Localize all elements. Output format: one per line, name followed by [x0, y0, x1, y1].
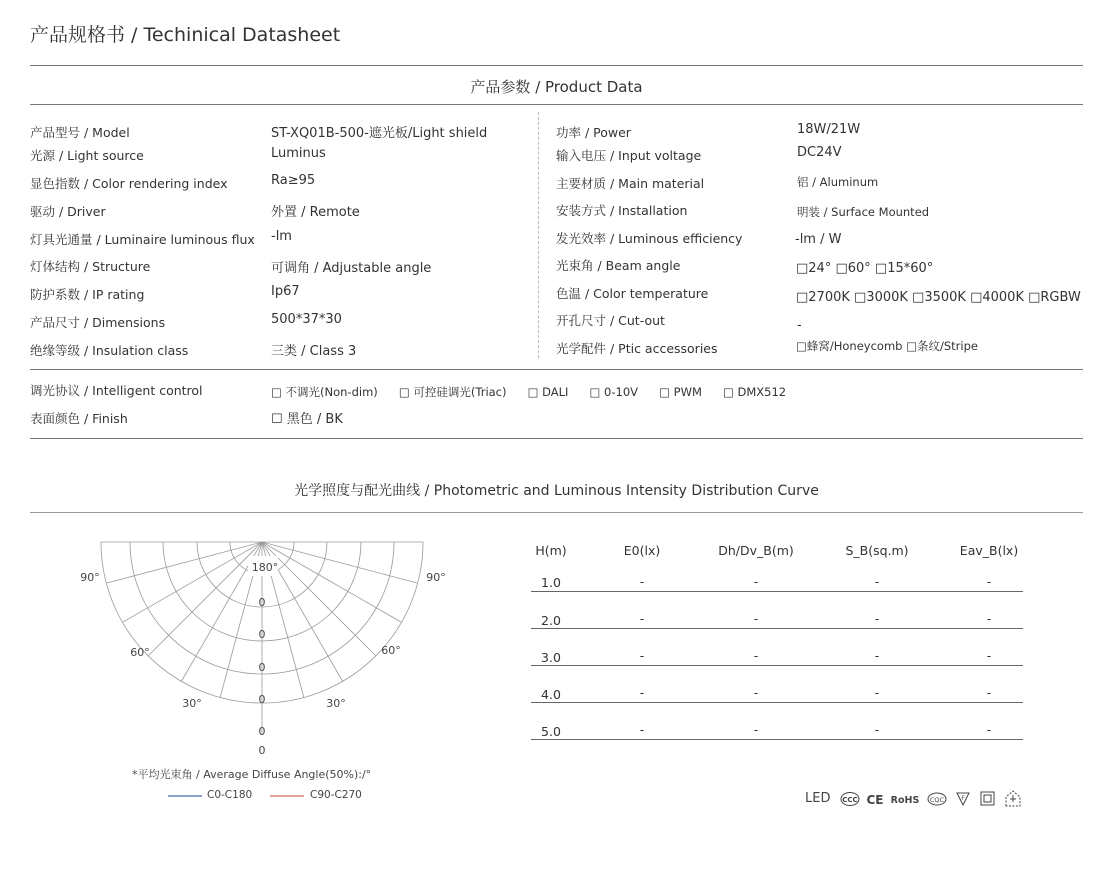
table-row-divider — [531, 665, 1023, 666]
spec-value-flux: -lm — [271, 229, 292, 244]
spec-value-material: 铝 / Aluminum — [797, 175, 879, 189]
svg-text:F: F — [961, 795, 965, 802]
polar-radial-label: 0 — [258, 693, 266, 706]
product-data-heading: 产品参数 / Product Data — [470, 78, 643, 96]
indoor-icon — [1006, 791, 1020, 806]
spec-label-efficiency: 发光效率 / Luminous efficiency — [556, 231, 743, 246]
spec-value-beam-angle: □24° □60° □15*60° — [796, 261, 934, 276]
polar-radial-label: 0 — [258, 596, 266, 609]
spec-value-input-voltage: DC24V — [797, 145, 842, 160]
spec-value-power: 18W/21W — [797, 122, 861, 137]
led-label: LED — [805, 791, 831, 806]
table-cell: - — [874, 648, 880, 663]
table-cell: - — [986, 722, 992, 737]
table-cell-h: 4.0 — [541, 687, 561, 702]
spec-label-structure: 灯体结构 / Structure — [30, 259, 151, 274]
divider — [30, 369, 1083, 370]
polar-ray — [262, 542, 376, 656]
polar-ray — [262, 542, 401, 622]
table-cell: - — [874, 574, 880, 589]
spec-label-cutout: 开孔尺寸 / Cut-out — [556, 313, 665, 328]
control-option-triac[interactable]: □ 可控硅调光(Triac) — [398, 385, 507, 399]
table-cell: - — [639, 722, 645, 737]
polar-angle-label-left-60: 60° — [130, 646, 150, 659]
table-cell: - — [639, 685, 645, 700]
divider — [30, 512, 1083, 513]
table-header-eav: Eav_B(lx) — [959, 543, 1019, 558]
spec-value-model: ST-XQ01B-500-遮光板/Light shield — [271, 126, 488, 141]
page-title: 产品规格书 / Techinical Datasheet — [30, 24, 341, 46]
table-row-divider — [531, 591, 1023, 592]
spec-label-power: 功率 / Power — [556, 125, 631, 140]
photometric-heading: 光学照度与配光曲线 / Photometric and Luminous Intensity Distribution Curve — [294, 483, 819, 499]
table-cell-h: 2.0 — [541, 613, 561, 628]
table-cell: - — [874, 611, 880, 626]
spec-value-dimensions: 500*37*30 — [271, 312, 342, 327]
svg-text:CE: CE — [866, 793, 884, 807]
ce-icon — [866, 793, 883, 807]
spec-label-accessories: 光学配件 / Ptic accessories — [556, 341, 718, 356]
table-cell: - — [639, 574, 645, 589]
svg-text:CCC: CCC — [842, 796, 858, 804]
spec-label-model: 产品型号 / Model — [30, 125, 130, 140]
polar-ray — [148, 542, 262, 656]
spec-value-ip: Ip67 — [271, 284, 300, 299]
spec-label-material: 主要材质 / Main material — [556, 176, 705, 191]
spec-value-driver: 外置 / Remote — [271, 205, 360, 220]
table-cell: - — [986, 648, 992, 663]
table-cell: - — [753, 611, 759, 626]
spec-value-structure: 可调角 / Adjustable angle — [271, 261, 432, 276]
polar-angle-label-right-90: 90° — [426, 571, 446, 584]
spec-value-efficiency: -lm / W — [795, 232, 842, 247]
control-option-non-dim[interactable]: □ 不调光(Non-dim) — [271, 385, 378, 399]
table-cell: - — [753, 574, 759, 589]
control-option-0-10v[interactable]: □ 0-10V — [589, 385, 639, 399]
divider — [30, 104, 1083, 105]
spec-label-input-voltage: 输入电压 / Input voltage — [556, 148, 702, 163]
control-option-dmx512[interactable]: □ DMX512 — [722, 385, 787, 399]
spec-label-cri: 显色指数 / Color rendering index — [30, 176, 228, 191]
table-header-e0: E0(lx) — [623, 543, 661, 558]
polar-top-label: 180° — [251, 561, 279, 574]
spec-label-insulation: 绝缘等级 / Insulation class — [30, 343, 189, 358]
table-cell: - — [753, 722, 759, 737]
divider — [30, 438, 1083, 439]
control-option-dali[interactable]: □ DALI — [527, 385, 569, 399]
table-cell: - — [986, 685, 992, 700]
cqc-icon — [928, 793, 946, 805]
control-label: 调光协议 / Intelligent control — [30, 383, 203, 398]
table-cell: - — [874, 722, 880, 737]
legend-swatch-c0 — [168, 795, 202, 797]
spec-value-cri: Ra≥95 — [271, 173, 316, 188]
polar-ray — [123, 542, 262, 622]
certification-icons — [838, 789, 1028, 809]
class2-icon — [981, 792, 994, 805]
svg-text:RoHS: RoHS — [890, 795, 920, 806]
rohs-icon — [891, 795, 920, 806]
table-cell-h: 3.0 — [541, 650, 561, 665]
spec-label-color-temp: 色温 / Color temperature — [556, 286, 709, 301]
spec-label-flux: 灯具光通量 / Luminaire luminous flux — [30, 232, 255, 247]
polar-angle-label-right-30: 30° — [326, 697, 346, 710]
legend-label-c90: C90-C270 — [310, 789, 362, 801]
polar-radial-label: 0 — [258, 628, 266, 641]
table-cell: - — [753, 685, 759, 700]
spec-value-installation: 明装 / Surface Mounted — [797, 205, 930, 219]
table-header-dh-dv: Dh/Dv_B(m) — [718, 543, 794, 558]
legend-swatch-c90 — [270, 795, 304, 797]
table-cell: - — [753, 648, 759, 663]
table-cell: - — [986, 574, 992, 589]
control-options — [271, 381, 786, 400]
table-cell: - — [986, 611, 992, 626]
f-mark-icon — [957, 793, 969, 805]
table-cell-h: 5.0 — [541, 724, 561, 739]
table-row-divider — [531, 628, 1023, 629]
spec-value-color-temp: □2700K □3000K □3500K □4000K □RGBW — [796, 290, 1081, 305]
column-divider — [538, 112, 539, 358]
polar-angle-label-left-30: 30° — [182, 697, 202, 710]
table-cell: - — [874, 685, 880, 700]
spec-label-ip: 防护系数 / IP rating — [30, 287, 145, 302]
svg-text:CQC: CQC — [929, 796, 945, 804]
polar-radial-label: 0 — [258, 661, 266, 674]
spec-label-installation: 安装方式 / Installation — [556, 203, 688, 218]
finish-label: 表面颜色 / Finish — [30, 411, 128, 426]
spec-value-light-source: Luminus — [271, 146, 326, 161]
polar-angle-label-right-60: 60° — [381, 644, 401, 657]
polar-angle-label-left-90: 90° — [80, 571, 100, 584]
table-row-divider — [531, 739, 1023, 740]
table-header-h: H(m) — [535, 543, 567, 558]
spec-label-beam-angle: 光束角 / Beam angle — [556, 258, 681, 273]
table-row-divider — [531, 702, 1023, 703]
ccc-icon — [841, 793, 859, 806]
spec-value-accessories: □蜂窝/Honeycomb □条纹/Stripe — [796, 339, 978, 353]
divider — [30, 65, 1083, 66]
spec-value-insulation: 三类 / Class 3 — [271, 344, 357, 359]
table-header-s: S_B(sq.m) — [845, 543, 909, 558]
legend-label-c0: C0-C180 — [207, 789, 253, 801]
spec-value-cutout: - — [797, 318, 802, 333]
beam-angle-note: *平均光束角 / Average Diffuse Angle(50%):/° — [132, 768, 372, 781]
control-option-pwm[interactable]: □ PWM — [659, 385, 702, 399]
table-cell: - — [639, 648, 645, 663]
spec-label-light-source: 光源 / Light source — [30, 148, 144, 163]
spec-label-dimensions: 产品尺寸 / Dimensions — [30, 315, 166, 330]
table-cell: - — [639, 611, 645, 626]
table-cell-h: 1.0 — [541, 575, 561, 590]
polar-diagram — [60, 530, 480, 770]
polar-radial-label: 0 — [258, 744, 266, 757]
finish-value: ☐ 黑色 / BK — [271, 412, 343, 427]
spec-label-driver: 驱动 / Driver — [30, 204, 106, 219]
polar-radial-label: 0 — [258, 725, 266, 738]
